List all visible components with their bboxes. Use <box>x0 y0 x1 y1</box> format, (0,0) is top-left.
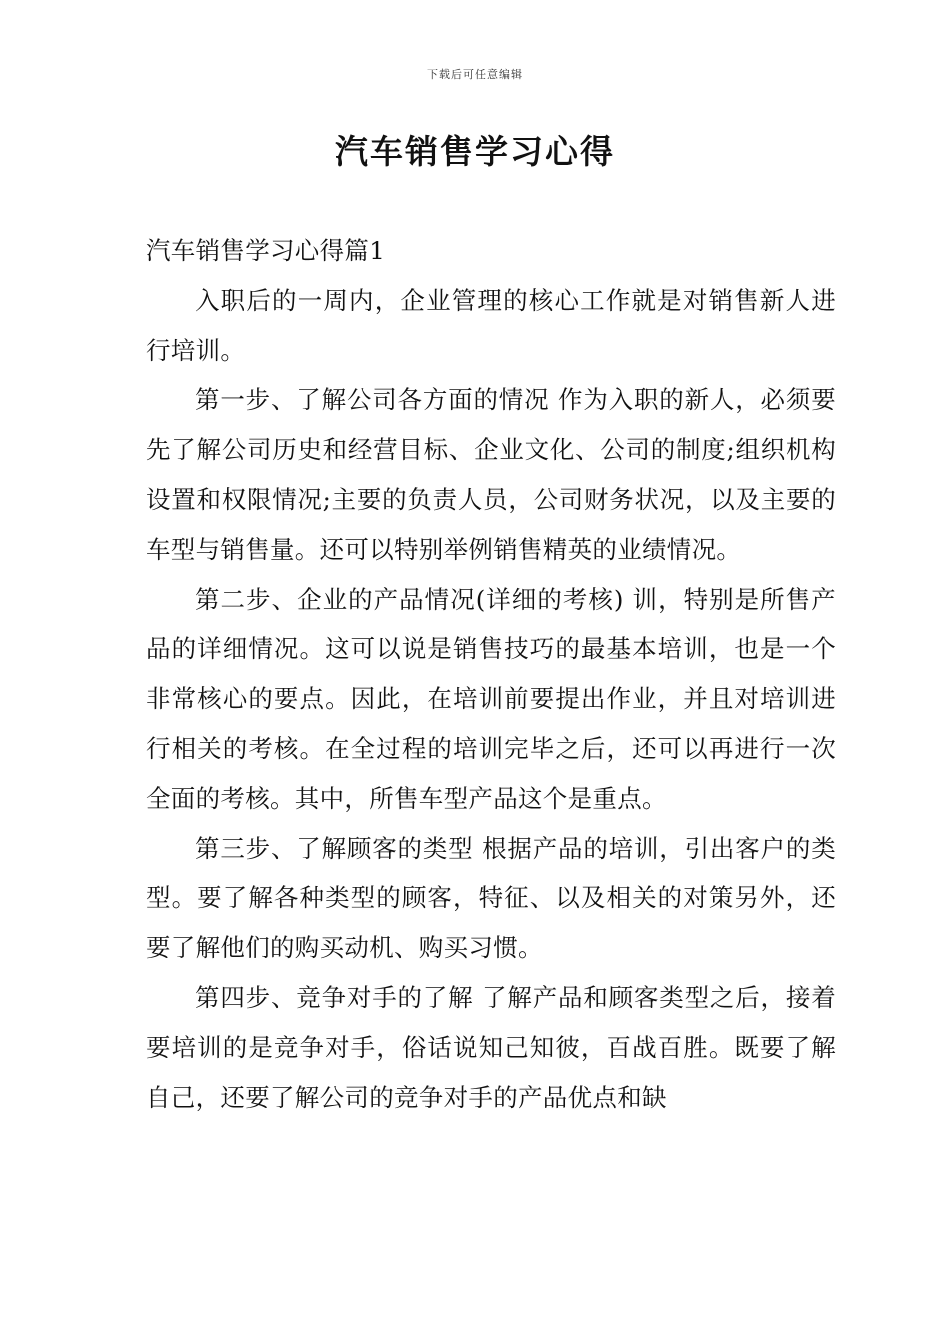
document-title: 汽车销售学习心得 <box>335 132 615 171</box>
paragraph-intro: 入职后的一周内，企业管理的核心工作就是对销售新人进行培训。 <box>146 285 836 365</box>
paragraph-step-three: 第三步、了解顾客的类型 根据产品的培训，引出客户的类型。要了解各种类型的顾客，特征、以及相关的对策另外，还要了解他们的购买动机、购买习惯。 <box>146 833 836 963</box>
section-heading: 汽车销售学习心得篇1 <box>146 236 386 265</box>
header-note: 下载后可任意编辑 <box>427 68 523 81</box>
document-body <box>146 226 836 1122</box>
paragraph-step-four: 第四步、竞争对手的了解 了解产品和顾客类型之后，接着要培训的是竞争对手，俗话说知己知彼，百战百胜。既要了解自己，还要了解公司的竞争对手的产品优点和缺 <box>146 982 836 1112</box>
paragraph-step-one: 第一步、了解公司各方面的情况 作为入职的新人，必须要先了解公司历史和经营目标、企业文化、公司的制度;组织机构设置和权限情况;主要的负责人员，公司财务状况，以及主要的车型与销售量。还可以特别举例销售精英的业绩情况。 <box>146 385 836 564</box>
paragraph-step-two: 第二步、企业的产品情况(详细的考核) 训，特别是所售产品的详细情况。这可以说是销售技巧的最基本培训，也是一个非常核心的要点。因此，在培训前要提出作业，并且对培训进行相关的考核。在全过程的培训完毕之后，还可以再进行一次全面的考核。其中，所售车型产品这个是重点。 <box>146 584 836 813</box>
